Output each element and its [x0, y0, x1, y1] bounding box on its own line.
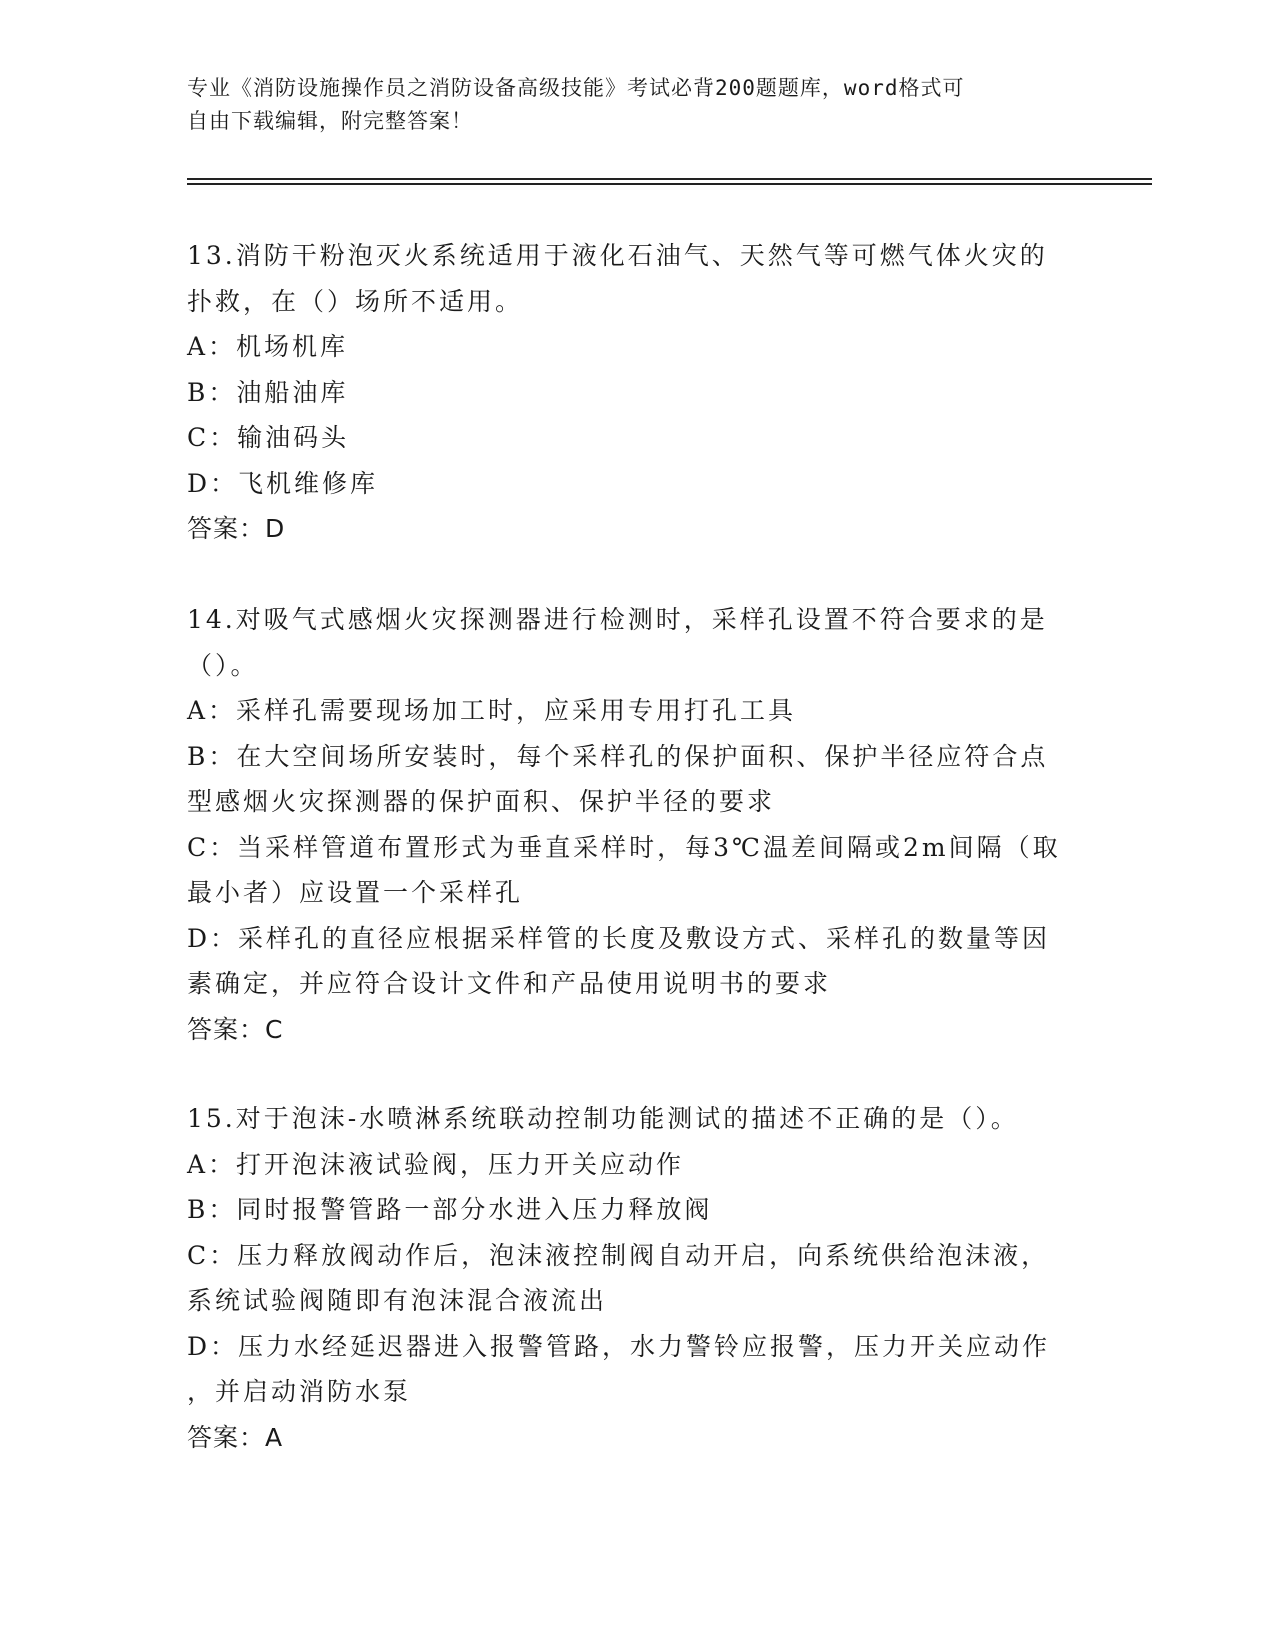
option-a: A：机场机库: [187, 332, 349, 361]
option-d: D：飞机维修库: [187, 468, 379, 498]
option-c: C：输油码头: [187, 423, 350, 452]
option-a: A：采样孔需要现场加工时，应采用专用打孔工具: [187, 696, 797, 725]
option-c-continued: 系统试验阀随即有泡沫混合液流出: [187, 1286, 608, 1315]
question-stem-line: 扑救，在（）场所不适用。: [187, 286, 524, 316]
question-stem-line: 14.对吸气式感烟火灾探测器进行检测时，采样孔设置不符合要求的是: [187, 605, 1048, 634]
question-13: [187, 233, 1087, 552]
question-stem-line: 15.对于泡沫-水喷淋系统联动控制功能测试的描述不正确的是（）。: [187, 1104, 1019, 1133]
header-divider-top: [187, 178, 1152, 180]
answer: 答案：C: [187, 1014, 284, 1044]
option-d: D：压力水经延迟器进入报警管路，水力警铃应报警，压力开关应动作: [187, 1331, 1051, 1361]
document-header: [187, 72, 1067, 138]
option-b: B：油船油库: [187, 377, 349, 407]
option-c-continued: 最小者）应设置一个采样孔: [187, 878, 524, 907]
header-line-2: 自由下载编辑，附完整答案！: [187, 109, 473, 133]
question-stem-line: 13.消防干粉泡灭火系统适用于液化石油气、天然气等可燃气体火灾的: [187, 241, 1048, 270]
question-stem-line: （）。: [187, 650, 259, 680]
option-b: B：同时报警管路一部分水进入压力释放阀: [187, 1195, 713, 1224]
header-line-1: 专业《消防设施操作员之消防设备高级技能》考试必背200题题库，word格式可: [187, 76, 965, 100]
answer: 答案：D: [187, 514, 286, 543]
option-c: C：当采样管道布置形式为垂直采样时，每3℃温差间隔或2m间隔（取: [187, 832, 1061, 862]
option-c: C：压力释放阀动作后，泡沫液控制阀自动开启，向系统供给泡沫液，: [187, 1240, 1050, 1270]
header-divider-bottom: [187, 183, 1152, 185]
option-d: D：采样孔的直径应根据采样管的长度及敷设方式、采样孔的数量等因: [187, 923, 1051, 953]
question-14: [187, 597, 1087, 1052]
option-d-continued: 素确定，并应符合设计文件和产品使用说明书的要求: [187, 969, 832, 998]
option-b: B：在大空间场所安装时，每个采样孔的保护面积、保护半径应符合点: [187, 741, 1049, 771]
answer: 答案：A: [187, 1422, 284, 1452]
option-b-continued: 型感烟火灾探测器的保护面积、保护半径的要求: [187, 787, 776, 816]
question-15: [187, 1096, 1087, 1460]
option-d-continued: ，并启动消防水泵: [187, 1377, 412, 1406]
option-a: A：打开泡沫液试验阀，压力开关应动作: [187, 1149, 685, 1179]
